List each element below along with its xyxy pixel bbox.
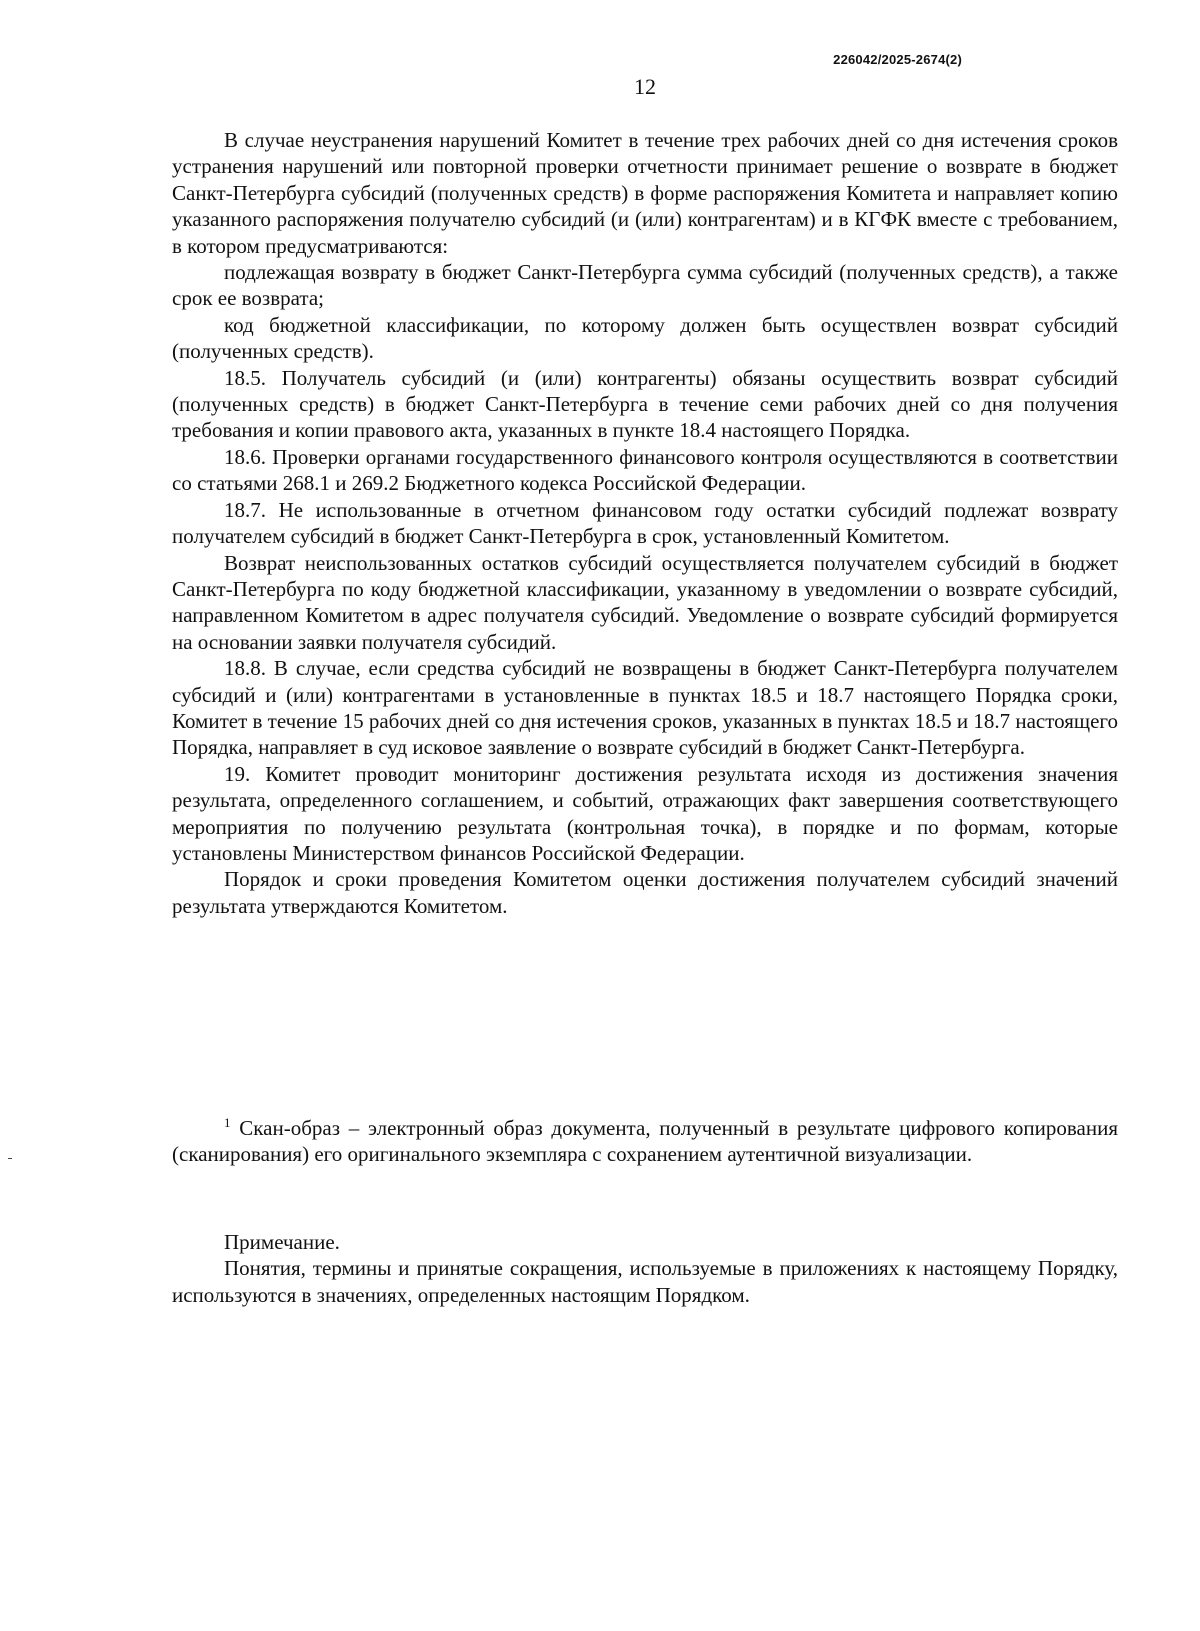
footnote-text: Скан-образ – электронный образ документа, полученный в результате цифрового копирования (сканирования) его оригинального экземпляра с сохранением аутентичной визуализации.: [172, 1116, 1118, 1167]
paragraph-18-5: 18.5. Получатель субсидий (и (или) контрагенты) обязаны осуществить возврат субсидий (полученных средств) в бюджет Санкт-Петербурга в течение семи рабочих дней со дня получения требования и копии правового акта, указанных в пункте 18.4 настоящего Порядка.: [172, 365, 1118, 443]
document-registration-number: 226042/2025-2674(2): [833, 52, 962, 67]
paragraph-unused-balances: Возврат неиспользованных остатков субсидий осуществляется получателем субсидий в бюджет Санкт-Петербурга по коду бюджетной классификации, указанному в уведомлении о возврате субсидий, направленном Комитетом в адрес получателя субсидий. Уведомление о возврате субсидий формируется на основании заявки получателя субсидий.: [172, 550, 1118, 654]
footnote-text-block: [172, 1115, 1118, 1168]
note-section: [172, 1229, 1118, 1308]
note-text: Понятия, термины и принятые сокращения, используемые в приложениях к настоящему Порядку, используются в значениях, определенных настоящим Порядком.: [172, 1256, 1118, 1307]
paragraph-budget-code: код бюджетной классификации, по которому должен быть осуществлен возврат субсидий (полученных средств).: [172, 312, 1118, 364]
document-body: [172, 127, 1118, 919]
paragraph-amount-to-return: подлежащая возврату в бюджет Санкт-Петербурга сумма субсидий (полученных средств), а также срок ее возврата;: [172, 260, 1118, 311]
paragraph-18-8: 18.8. В случае, если средства субсидий не возвращены в бюджет Санкт-Петербурга получателем субсидий и (или) контрагентами в установленные в пунктах 18.5 и 18.7 настоящего Порядка сроки, Комитет в течение 15 рабочих дней со дня истечения сроков, указанных в пунктах 18.5 и 18.7 настоящего Порядка, направляет в суд исковое заявление о возврате субсидий в бюджет Санкт-Петербурга.: [172, 656, 1118, 760]
paragraph-return-decision: В случае неустранения нарушений Комитет в течение трех рабочих дней со дня истечения сроков устранения нарушений или повторной проверки отчетности принимает решение о возврате в бюджет Санкт-Петербурга субсидий (полученных средств) в форме распоряжения Комитета и направляет копию указанного распоряжения получателю субсидий (и (или) контрагентам) и в КГФК вместе с требованием, в котором предусматриваются:: [172, 128, 1118, 258]
paragraph-18-7: 18.7. Не использованные в отчетном финансовом году остатки субсидий подлежат возврату получателем субсидий в бюджет Санкт-Петербурга в срок, установленный Комитетом.: [172, 497, 1118, 549]
paragraph-18-6: 18.6. Проверки органами государственного финансового контроля осуществляются в соответствии со статьями 268.1 и 269.2 Бюджетного кодекса Российской Федерации.: [172, 444, 1118, 496]
note-title: Примечание.: [224, 1230, 340, 1254]
paragraph-assessment-procedure: Порядок и сроки проведения Комитетом оценки достижения получателем субсидий значений результата утверждаются Комитетом.: [172, 867, 1118, 918]
footnote-marker: 1: [224, 1115, 231, 1130]
footnote: [172, 1115, 1118, 1168]
page-number: 12: [634, 74, 656, 99]
scan-edge-mark: [8, 1158, 12, 1159]
paragraph-19: 19. Комитет проводит мониторинг достижения результата исходя из достижения значения результата, определенного соглашением, и событий, отражающих факт завершения соответствующего мероприятия по получению результата (контрольная точка), в порядке и по формам, которые установлены Министерством финансов Российской Федерации.: [172, 761, 1118, 865]
